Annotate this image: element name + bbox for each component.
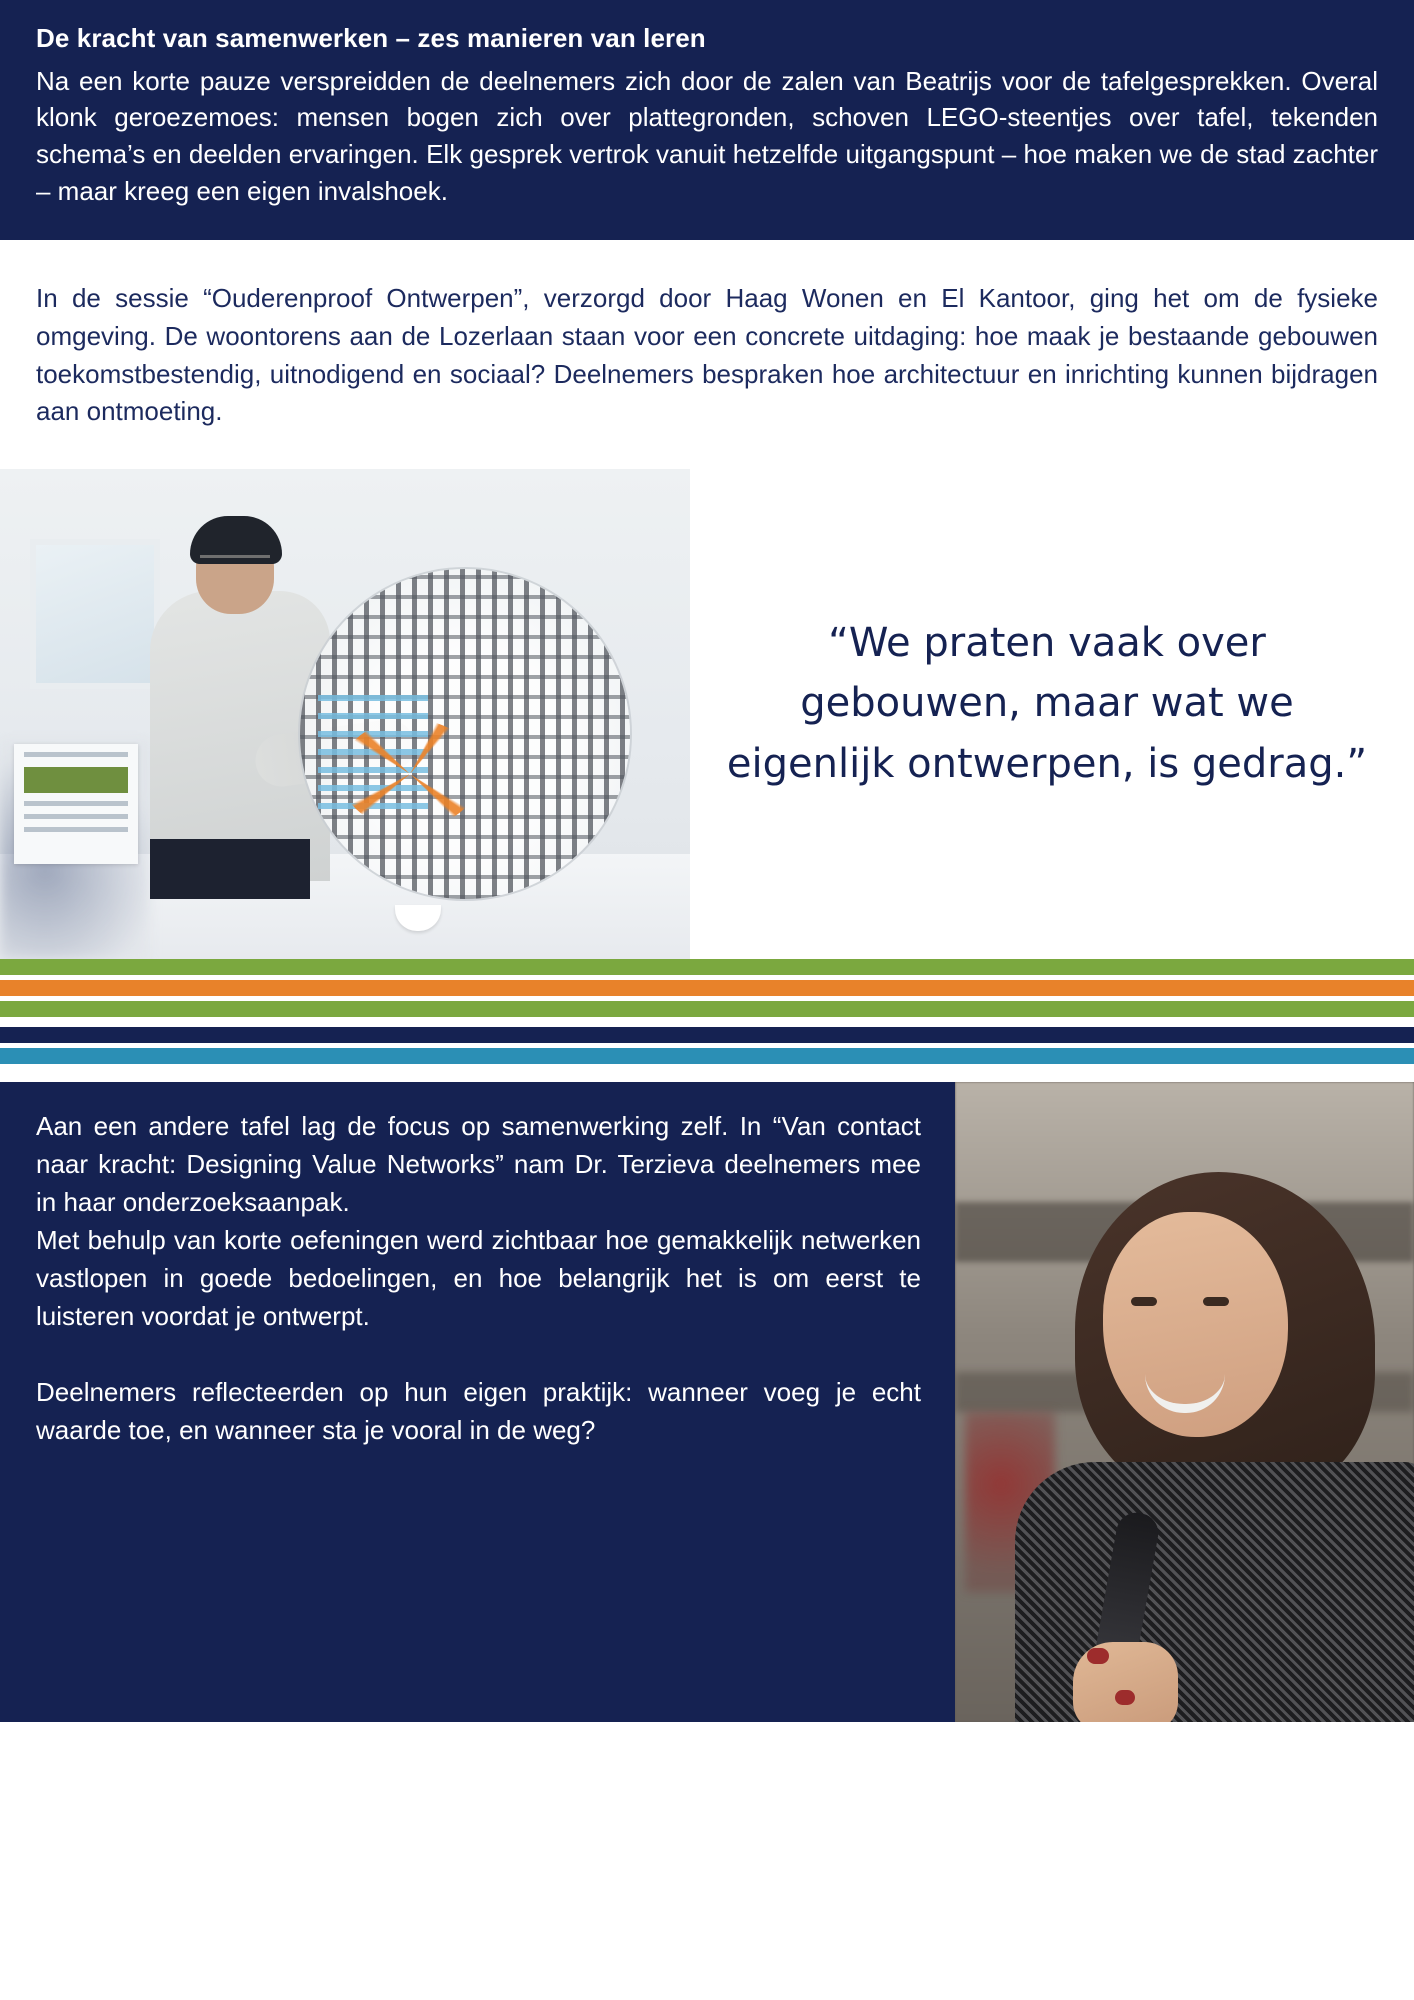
leaflet-title-band (24, 767, 128, 793)
decorative-stripes (0, 959, 1414, 1082)
stripe-navy (0, 1027, 1414, 1043)
top-paragraph: Na een korte pauze verspreidden de deelnemers zich door de zalen van Beatrijs voor de tafelgesprekken. Overal klonk geroezemoes: mensen bogen zich over plattegronden, schoven LEGO-steentjes over tafel, tekenden schema’s en deelden ervaringen. Elk gesprek vertrok vanuit hetzelfde uitgangspunt – hoe maken we de stad zachter – maar kreeg een eigen invalshoek. (36, 65, 1378, 207)
bottom-paragraph-1: Aan een andere tafel lag de focus op samenwerking zelf. In “Van contact naar kracht: Designing Value Networks” nam Dr. Terzieva deelnemers mee in haar onderzoeksaanpak. (36, 1110, 921, 1217)
speaker-eye-left (1131, 1297, 1157, 1306)
pull-quote-container (690, 469, 1414, 959)
session-leaflet (14, 744, 138, 864)
stripe-gap (0, 1064, 1414, 1082)
stripe-green (0, 959, 1414, 975)
nail-detail (1115, 1690, 1135, 1705)
stripe-green (0, 1001, 1414, 1017)
stripe-gap (0, 1017, 1414, 1027)
leaflet-line (24, 814, 128, 819)
speaker-photo (955, 1082, 1414, 1722)
speaker-eye-right (1203, 1297, 1229, 1306)
leaflet-line (24, 752, 128, 757)
bottom-paragraph-3: Deelnemers reflecteerden op hun eigen praktijk: wanneer voeg je echt waarde toe, en wanneer sta je vooral in de weg? (36, 1376, 921, 1445)
photo-quote-row (0, 469, 1414, 959)
session-photo-model (0, 469, 690, 959)
leaflet-line (24, 801, 128, 806)
bottom-section (0, 1082, 1414, 1722)
nail-detail (1087, 1648, 1109, 1664)
glasses-icon (200, 555, 270, 574)
person-trousers (150, 839, 310, 899)
section-heading: De kracht van samenwerken – zes manieren van leren (36, 23, 706, 53)
intro-section (0, 240, 1414, 451)
leaflet-line (24, 827, 128, 832)
window-shape (30, 539, 160, 689)
bottom-text-block (0, 1082, 955, 1722)
pull-quote: “We praten vaak over gebouwen, maar wat we eigenlijk ontwerpen, is gedrag.” (726, 619, 1368, 788)
round-city-model (300, 569, 630, 899)
stripe-orange (0, 980, 1414, 996)
stripe-teal (0, 1048, 1414, 1064)
bottom-paragraph-2: Met behulp van korte oefeningen werd zichtbaar hoe gemakkelijk netwerken vastlopen in goede bedoelingen, en hoe belangrijk het is om eerst te luisteren voordat je ontwerpt. (36, 1224, 921, 1331)
top-navy-section (0, 0, 1414, 240)
intro-paragraph: In de sessie “Ouderenproof Ontwerpen”, verzorgd door Haag Wonen en El Kantoor, ging het om de fysieke omgeving. De woontorens aan de Lozerlaan staan voor een concrete uitdaging: hoe maak je bestaande gebouwen toekomstbestendig, uitnodigend en sociaal? Deelnemers bespraken hoe architectuur en inrichting kunnen bijdragen aan ontmoeting. (36, 283, 1378, 427)
orange-burst-marker (340, 719, 480, 829)
